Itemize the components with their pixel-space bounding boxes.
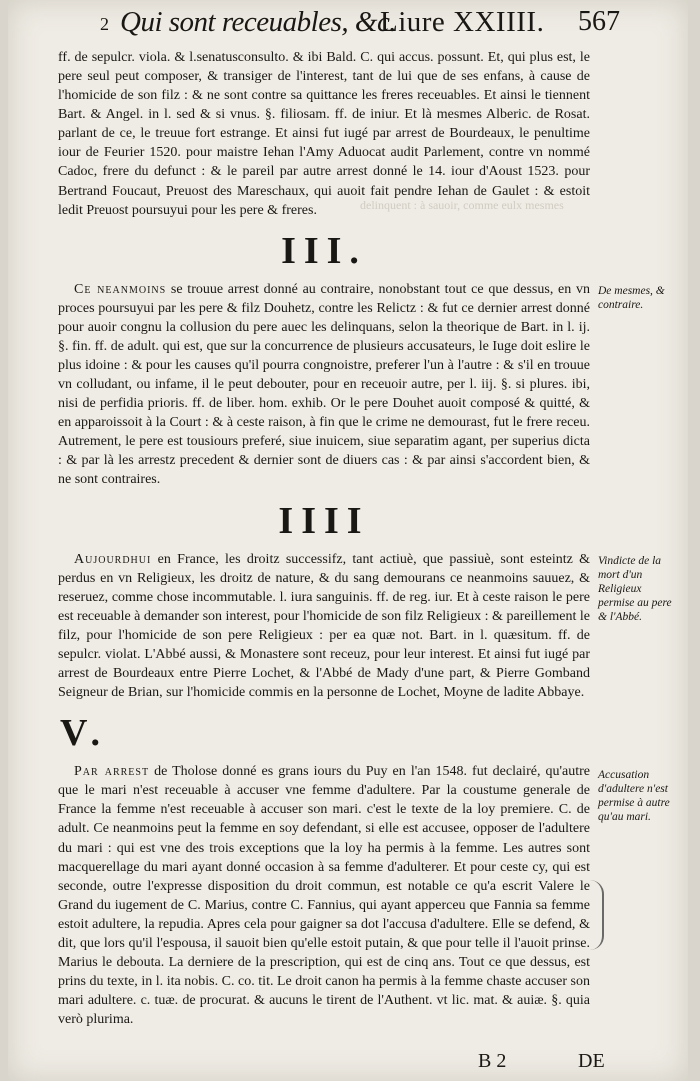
margin-note-1: De mesmes, & contraire.: [598, 285, 665, 311]
book-page: [8, 0, 688, 1081]
catchword: DE: [578, 1050, 605, 1072]
running-title: Qui sont receuables, &c.: [120, 6, 397, 38]
section-3-paragraph: [58, 280, 590, 490]
signature-mark: 2: [100, 14, 109, 34]
section-numeral-3: III.: [281, 229, 367, 272]
margin-note-2: Vindicte de la mort d'un Religieux permise au pere & l'Abbé.: [598, 555, 672, 623]
section-5-lead: Par arrest: [74, 764, 150, 780]
handwritten-brace-mark: [586, 880, 604, 950]
show-through-text: delinquent : à sauoir, comme eulx mesmes: [360, 198, 564, 212]
section-4-paragraph: [58, 550, 590, 703]
footer-signature: B 2: [478, 1050, 507, 1072]
section-5-text: de Tholose donné es grans iours du Puy en l'an 1548. fut declairé, qu'autre que le mari n'est receuable à accuser vne femme d'adultere. Par la coustume generale de France la femme n'est receuable à accuser son mari. c'est le texte de la loy premiere. C. de adult. Ce neanmoins peut la femme en soy defendant, si elle est accusee, opposer de l'adultere du mari : qui est vne des trois exceptions que la loy ha permis à la femme. Les autres sont macquerellage du mari ayant donné occasion à sa femme d'adulterer. Et pour ceste cy, qui est seconde, outre l'expresse disposition du droit commun, est notable ce qu'a escrit Valere le Grand du iugement de C. Marius, contre C. Fannius, qui ayant apperceu que Fannia sa femme estoit adultere, la repudia. Apres cela pour gaigner sa dot l'accusa d'adultere. Elle se defend, & dit, que lors qu'il l'espousa, il sauoit bien qu'elle estoit putain, & que pour telle il l'auoit prinse. Marius le debouta. La derniere de la prescription, qui est de cinq ans. Tout ce que dessus, est prins du texte, in l. ita nobis. C. co. tit. Le droit canon ha permis à la femme chaste accuser son mari adultere. c. tuæ. de procurat. & aucuns le tirent de l'Authent. vt lic. mat. & auiæ. §. quia verò plurima.: [58, 764, 590, 1028]
section-4-lead: Aujourdhui: [74, 551, 152, 567]
page-footer: [8, 1050, 688, 1076]
section-3-lead: Ce neanmoins: [74, 281, 167, 297]
running-header: [8, 4, 688, 44]
margin-note-3: Accusation d'adultere n'est permise à autre qu'au mari.: [598, 769, 670, 823]
section-4-text: en France, les droitz successifz, tant actiuè, que passiuè, sont esteintz & perdus en vn Religieux, les droitz de nature, & du sang demourans ce neanmoins sauuez, & reseruez, comme chose incommutable. l. iura sanguinis. ff. de reg. iur. Et à ceste raison le pere est receuable à demander son interest, pour l'homicide de son filz Religieux : & pareillement le filz, pour l'homicide de son pere Religieux : per ea quæ not. Bart. in l. quæsitum. ff. de sepulcr. violat. L'Abbé aussi, & Monastere sont receuz, pour leur interest. Et ainsi fut iugé par arrest de Bourdeaux entre Pierre Lochet, & l'Abbé de Mady d'une part, & Pierre Gomband Seigneur de Brian, sur l'homicide commis en la personne de Lochet, Moyne de ladite Abbaye.: [58, 551, 591, 701]
page-number: 567: [578, 6, 620, 37]
book-number: Liure XXIIII.: [380, 6, 545, 38]
section-numeral-5: V.: [60, 712, 109, 755]
section-5-paragraph: [58, 762, 590, 1029]
section-3-text: se trouue arrest donné au contraire, nonobstant tout ce que dessus, en vn proces poursuyui par les pere & filz Douhetz, contre les Relictz : & fut ce dernier arrest donné pour auoir congnu la collusion du pere auec les delinquans, selon la theorique de Bart. in l. ij. §. fin. ff. de adult. qui est, que sur la concurrence de plusieurs accusateurs, le Iuge doit eslire le plus idoine : & pour les causes qu'il pourra congnoistre, preferer l'un à l'autre : & s'il en trouue vn colludant, ou infame, il le peut debouter, pour en receuoir autre, per l. iij. §. si plures. ibi, nisi de perfidia prioris. ff. de liber. hom. exhib. Or le pere Douhet auoit composé & quitté, & en apparoissoit à la Court : & à ceste raison, à fin que le crime ne demourast, fut le frere receu. Autrement, le pere est tousiours preferé, siue inuicem, siue separatim agant, per superius dicta : & par là les arrestz precedent & dernier sont de diuers cas : & par ainsi s'accordent bien, & ne sont contraires.: [58, 281, 591, 488]
section-numeral-4: IIII: [278, 499, 370, 542]
main-text: [58, 48, 590, 1029]
intro-paragraph: ff. de sepulcr. viola. & l.senatusconsulto. & ibi Bald. C. qui accus. possunt. Et, qui plus est, le pere seul peut composer, & transiger de l'interest, tant de lui que de ses enfans, à cause de l'homicide de son filz : & ne sont contre sa quittance les freres receuables. Et ainsi le tiennent Bart. & Angel. in l. sed & si vnus. §. filiosam. ff. de iniur. Et là mesmes Alberic. de Rosat. parlant de ce, le treuue fort estrange. Et ainsi fut iugé par arrest de Bourdeaux, le penultime iour de Feurier 1520. pour maistre Iehan l'Amy Aduocat audit Parlement, contre vn nommé Cadoc, frere du defunct : & le pareil par autre arrest donné le 14. iour d'Aoust 1523. pour Bertrand Foucaut, Preuost des Mareschaux, qui auoit fait pendre Iehan de Gaulet : & estoit ledit Preuost poursuyui pour les pere & freres.: [58, 50, 590, 218]
